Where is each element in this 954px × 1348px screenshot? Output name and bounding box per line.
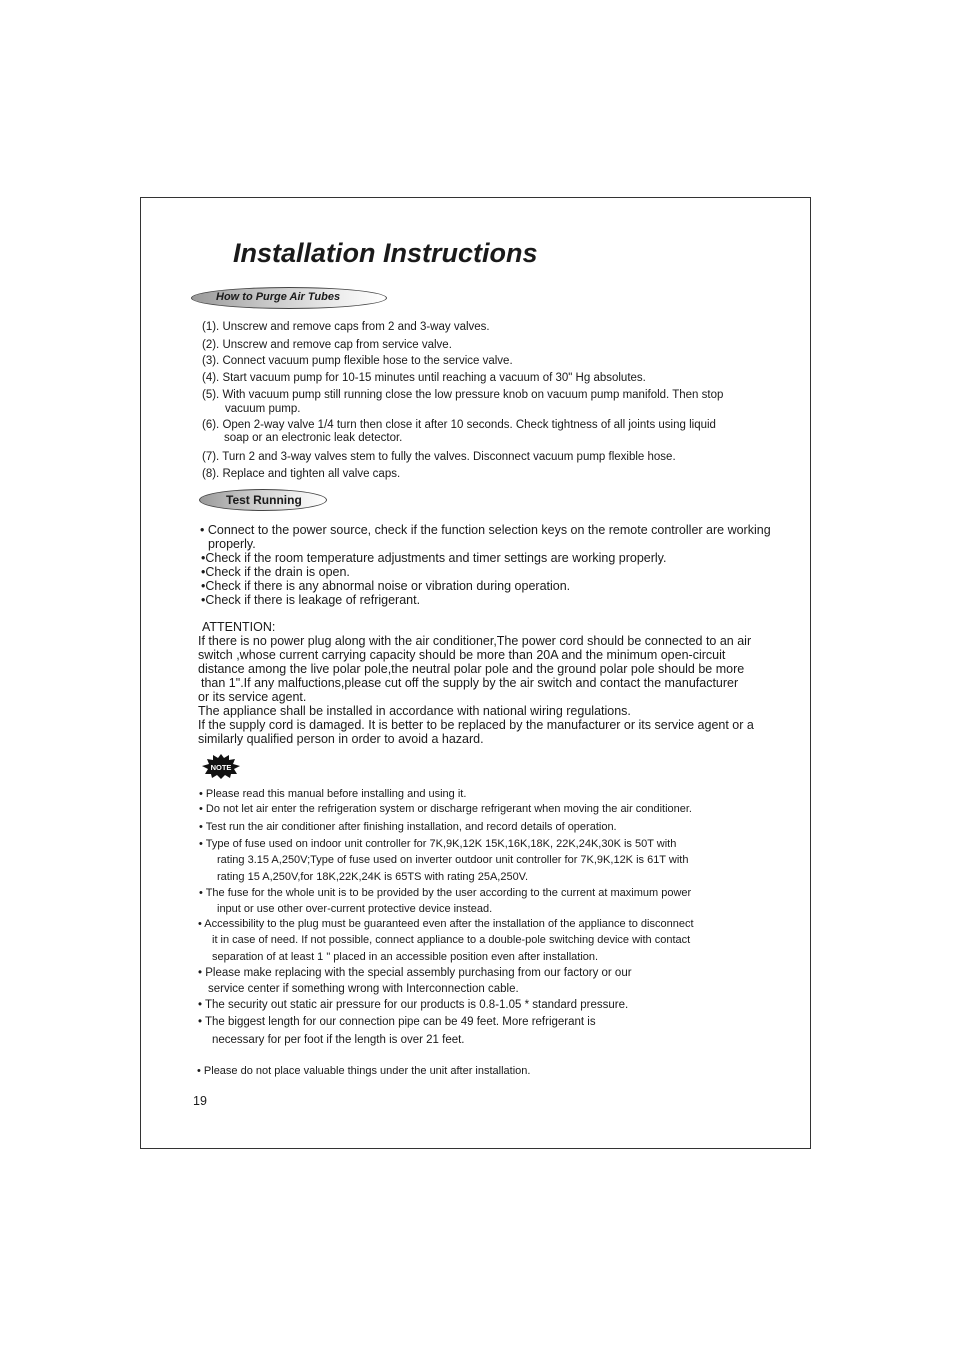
purge-step-5: (5). With vacuum pump still running close the low pressure knob on vacuum pump manifold. Then stop	[202, 389, 724, 401]
note-line-7: • Please make replacing with the special assembly purchasing from our factory or our	[198, 967, 632, 979]
test-item-5: •Check if there is leakage of refrigerant.	[201, 593, 421, 607]
note-line-10: • Please do not place valuable things under the unit after installation.	[197, 1065, 531, 1077]
page-number: 19	[193, 1094, 207, 1108]
purge-step-6: (6). Open 2-way valve 1/4 turn then close it after 10 seconds. Check tightness of all joints using liquid	[202, 419, 716, 431]
note-line-6-cont-2: separation of at least 1 " placed in an accessible position even after installation.	[212, 951, 599, 963]
test-item-2: •Check if the room temperature adjustments and timer settings are working properly.	[201, 551, 667, 565]
note-line-9-cont: necessary for per foot if the length is over 21 feet.	[212, 1034, 465, 1046]
attention-line-7: If the supply cord is damaged. It is better to be replaced by the manufacturer or its service agent or a	[198, 718, 754, 732]
attention-line-4: than 1".If any malfuctions,please cut off the supply by the air switch and contact the manufacturer	[201, 676, 739, 690]
attention-line-1: If there is no power plug along with the air conditioner,The power cord should be connected to an air	[198, 634, 752, 648]
purge-step-4: (4). Start vacuum pump for 10-15 minutes until reaching a vacuum of 30" Hg absolutes.	[202, 372, 646, 384]
purge-step-3: (3). Connect vacuum pump flexible hose to the service valve.	[202, 355, 513, 367]
attention-line-8: similarly qualified person in order to avoid a hazard.	[198, 732, 484, 746]
attention-line-3: distance among the live polar pole,the neutral polar pole and the ground polar pole should be more	[198, 662, 745, 676]
attention-line-5: or its service agent.	[198, 690, 307, 704]
test-item-4: •Check if there is any abnormal noise or vibration during operation.	[201, 579, 571, 593]
attention-line-6: The appliance shall be installed in accordance with national wiring regulations.	[198, 704, 631, 718]
test-item-1-cont: properly.	[208, 537, 256, 551]
note-line-5: • The fuse for the whole unit is to be provided by the user according to the current at maximum power	[199, 887, 692, 899]
note-badge-text: NOTE	[210, 763, 232, 772]
purge-step-2: (2). Unscrew and remove cap from service valve.	[202, 339, 452, 351]
note-line-6: • Accessibility to the plug must be guaranteed even after the installation of the appliance to disconnect	[198, 918, 694, 930]
purge-step-5-cont: vacuum pump.	[225, 403, 301, 415]
note-line-4: • Type of fuse used on indoor unit controller for 7K,9K,12K 15K,16K,18K, 22K,24K,30K is 50T with	[199, 838, 677, 850]
note-line-5-cont: input or use other over-current protective device instead.	[217, 903, 493, 915]
test-item-3: •Check if the drain is open.	[201, 565, 350, 579]
note-line-2: • Do not let air enter the refrigeration system or discharge refrigerant when moving the air conditioner.	[199, 803, 692, 815]
note-line-4-cont-1: rating 3.15 A,250V;Type of fuse used on inverter outdoor unit controller for 7K,9K,12K is 61T with	[217, 854, 689, 866]
purge-step-8: (8). Replace and tighten all valve caps.	[202, 468, 401, 480]
note-line-3: • Test run the air conditioner after finishing installation, and record details of operation.	[199, 821, 617, 833]
attention-line-2: switch ,whose current carrying capacity should be more than 20A and the minimum open-circuit	[198, 648, 726, 662]
section-label-test-text: Test Running	[226, 493, 302, 507]
test-item-1: • Connect to the power source, check if the function selection keys on the remote controller are working	[200, 523, 771, 537]
note-line-7-cont: service center if something wrong with Interconnection cable.	[208, 983, 519, 995]
note-line-1: • Please read this manual before installing and using it.	[199, 788, 467, 800]
note-line-8: • The security out static air pressure for our products is 0.8-1.05 * standard pressure.	[198, 999, 629, 1011]
note-line-9: • The biggest length for our connection pipe can be 49 feet. More refrigerant is	[198, 1016, 596, 1028]
purge-step-6-cont: soap or an electronic leak detector.	[224, 432, 403, 444]
purge-step-1: (1). Unscrew and remove caps from 2 and 3-way valves.	[202, 321, 490, 333]
note-line-4-cont-2: rating 15 A,250V,for 18K,22K,24K is 65TS with rating 25A,250V.	[217, 871, 529, 883]
purge-step-7: (7). Turn 2 and 3-way valves stem to fully the valves. Disconnect vacuum pump flexible hose.	[202, 451, 676, 463]
section-label-purge	[191, 287, 387, 309]
attention-heading: ATTENTION:	[202, 620, 276, 634]
note-line-6-cont-1: it in case of need. If not possible, connect appliance to a double-pole switching device with contact	[212, 934, 691, 946]
section-label-test	[199, 489, 327, 511]
section-label-purge-text: How to Purge Air Tubes	[216, 291, 341, 303]
page-title: Installation Instructions	[233, 238, 538, 268]
note-badge-icon	[200, 753, 242, 779]
